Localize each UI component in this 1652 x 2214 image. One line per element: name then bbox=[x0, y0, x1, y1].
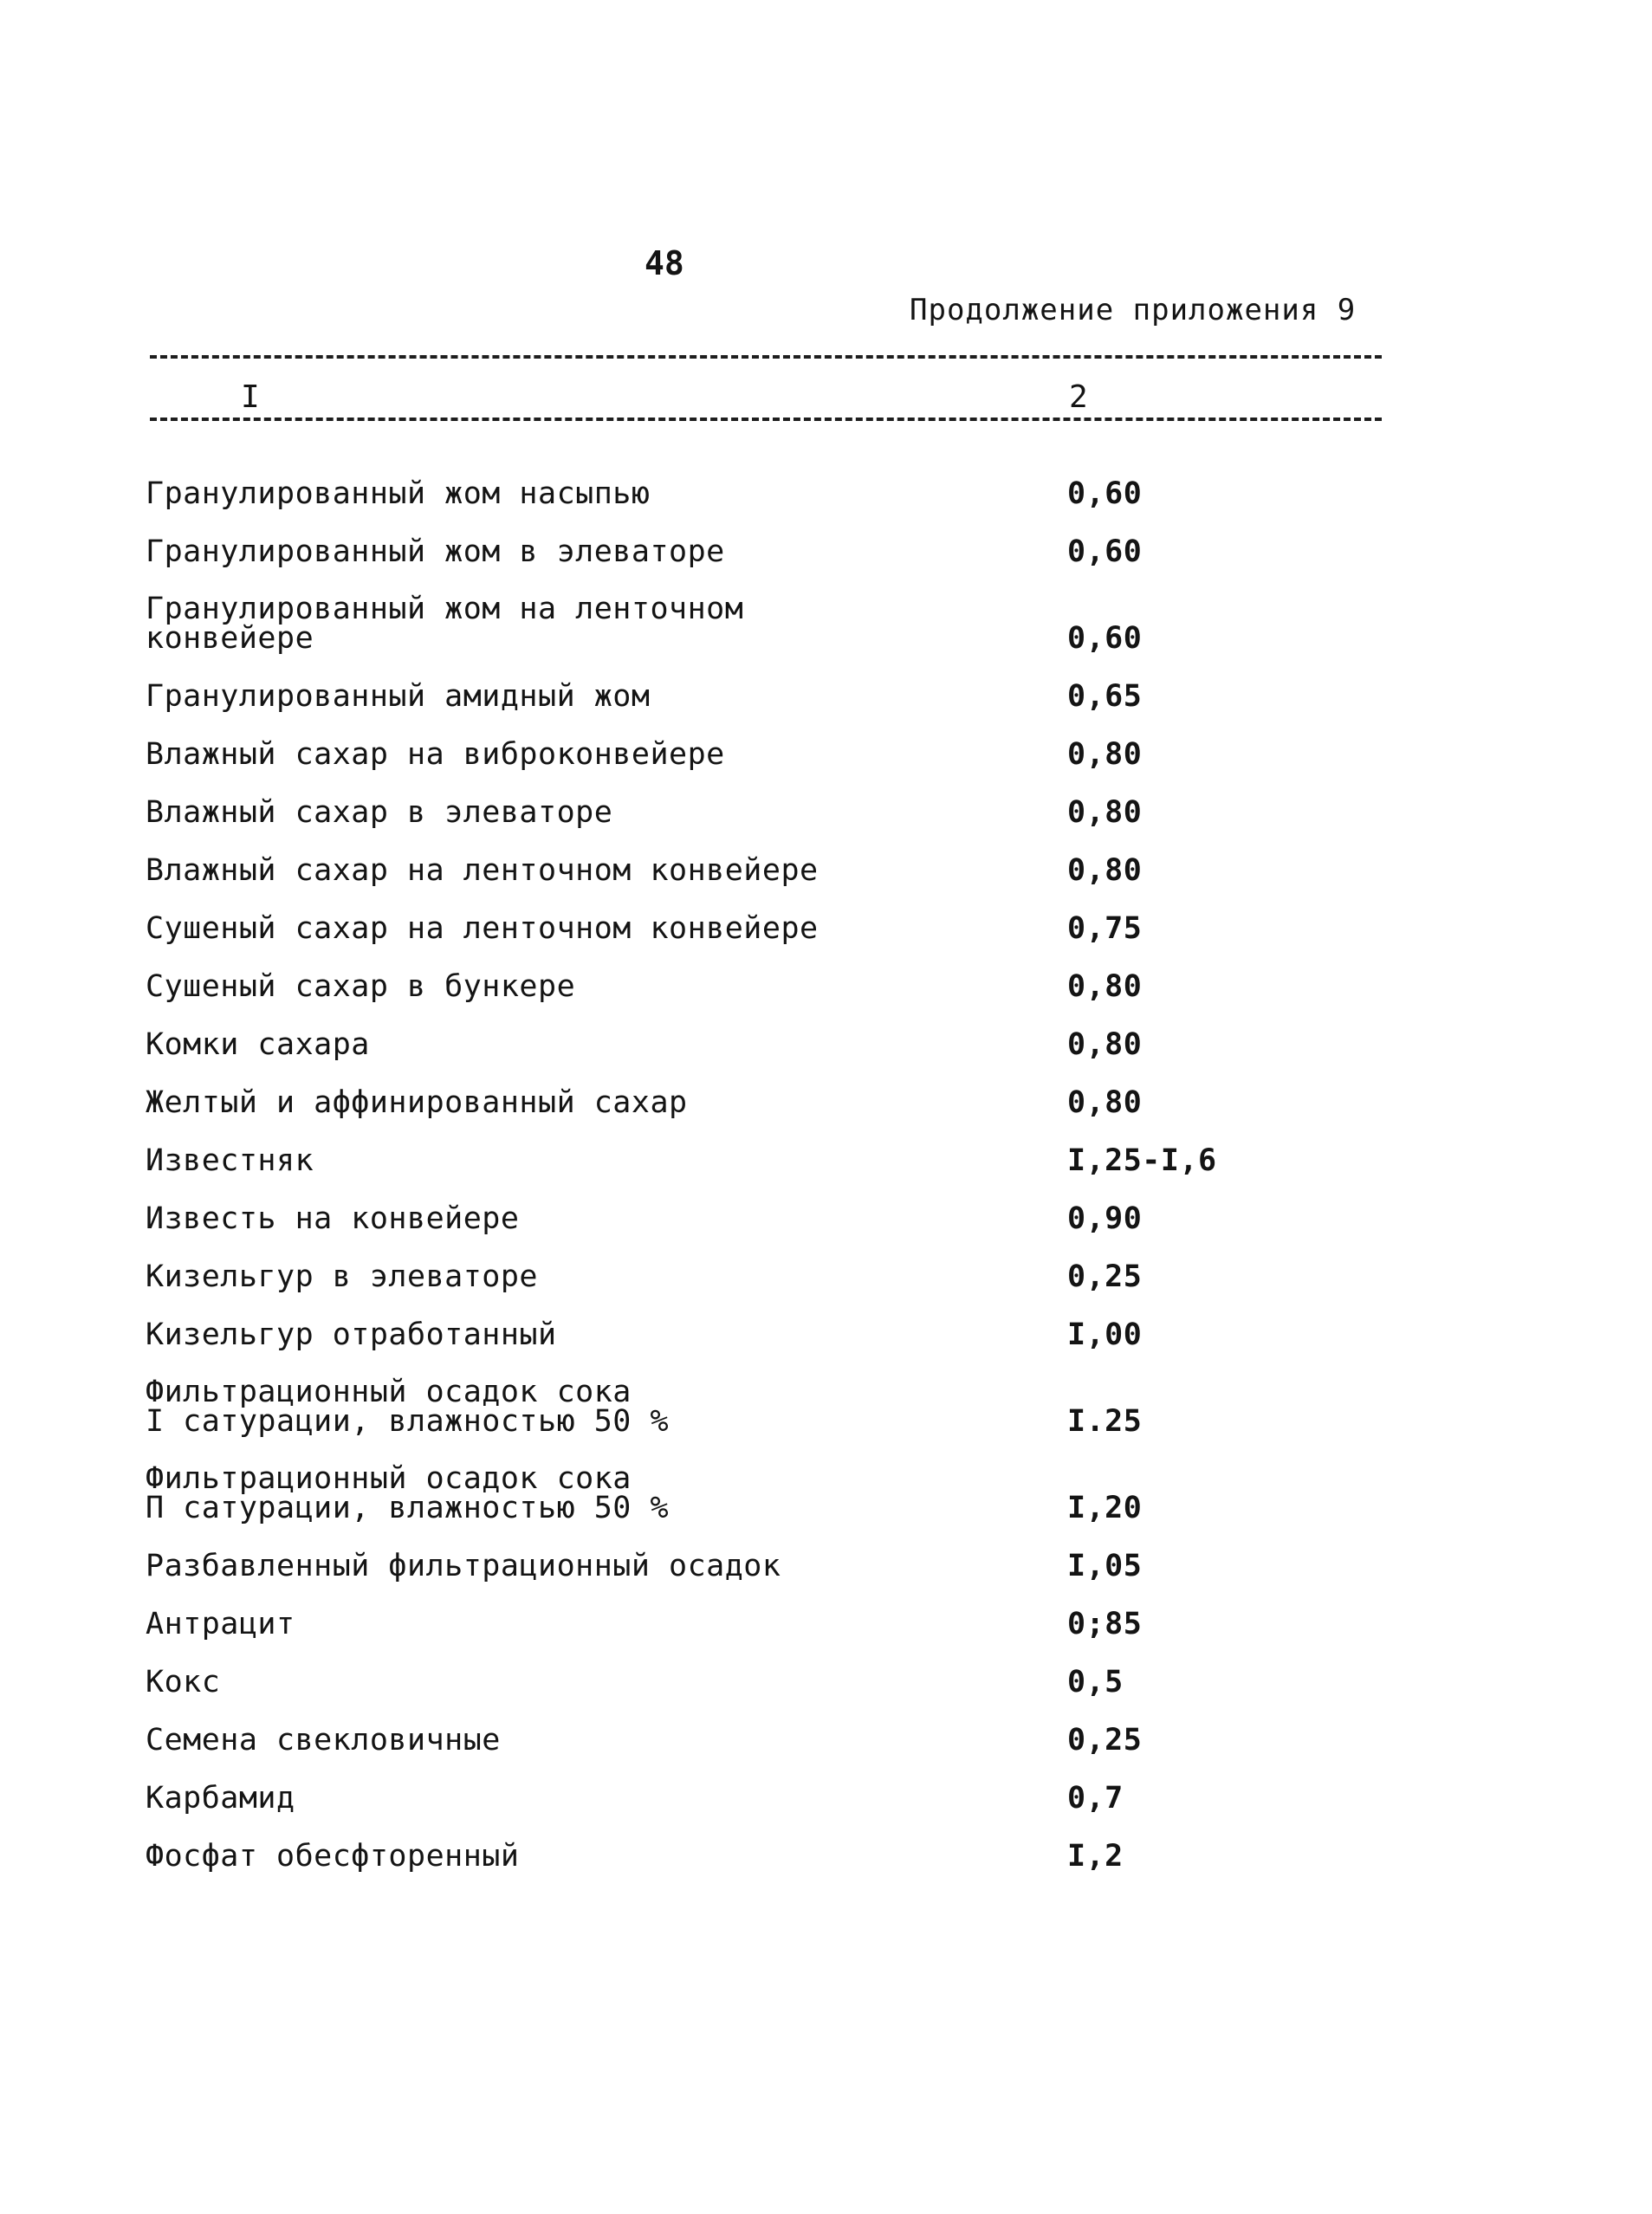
table-row bbox=[146, 653, 1393, 714]
row-name: Сушеный сахар в бункере bbox=[146, 969, 576, 1004]
table-row bbox=[146, 1813, 1393, 1874]
row-name: Влажный сахар на ленточном конвейере bbox=[146, 853, 819, 888]
row-value: 0,80 bbox=[1067, 737, 1143, 772]
row-value: I,00 bbox=[1067, 1317, 1143, 1352]
row-value: I.25 bbox=[1067, 1404, 1143, 1439]
table-row bbox=[146, 1755, 1393, 1816]
row-name: Фильтрационный осадок сока П сатурации, влажностью 50 % bbox=[146, 1461, 670, 1525]
row-value: I,05 bbox=[1067, 1549, 1143, 1583]
row-name: Карбамид bbox=[146, 1781, 295, 1816]
row-value: 0,65 bbox=[1067, 679, 1143, 714]
row-name: Кизельгур в элеваторе bbox=[146, 1259, 539, 1294]
row-name: Желтый и аффинированный сахар bbox=[146, 1085, 688, 1120]
row-name: Разбавленный фильтрационный осадок bbox=[146, 1549, 781, 1583]
table-row bbox=[146, 943, 1393, 1004]
row-value: 0,60 bbox=[1067, 621, 1143, 656]
row-value: 0,80 bbox=[1067, 1085, 1143, 1120]
table-row bbox=[146, 1117, 1393, 1178]
continuation-label: Продолжение приложения 9 bbox=[910, 293, 1357, 327]
row-name: Фосфат обесфторенный bbox=[146, 1839, 520, 1874]
page-number: 48 bbox=[645, 244, 684, 282]
row-name: Антрацит bbox=[146, 1607, 295, 1641]
row-name: Гранулированный амидный жом bbox=[146, 679, 651, 714]
table-row bbox=[146, 827, 1393, 888]
table-header-rule bbox=[150, 418, 1382, 421]
table-row bbox=[146, 1697, 1393, 1758]
row-name: Комки сахара bbox=[146, 1027, 370, 1062]
row-name: Кокс bbox=[146, 1665, 221, 1699]
row-value: 0,60 bbox=[1067, 534, 1143, 569]
table-row bbox=[146, 508, 1393, 569]
row-value: I,20 bbox=[1067, 1491, 1143, 1525]
table-row bbox=[146, 1639, 1393, 1697]
table-row bbox=[146, 1001, 1393, 1062]
row-value: 0,80 bbox=[1067, 853, 1143, 888]
row-value: I,25-I,6 bbox=[1067, 1143, 1217, 1178]
table-row bbox=[146, 1292, 1393, 1350]
table-body bbox=[146, 450, 1393, 1874]
table-row bbox=[146, 885, 1393, 946]
table-row bbox=[146, 1233, 1393, 1292]
row-name: Гранулированный жом в элеваторе bbox=[146, 534, 725, 569]
row-value: I,2 bbox=[1067, 1839, 1124, 1874]
table-row bbox=[146, 1436, 1393, 1523]
table-row bbox=[146, 1350, 1393, 1439]
row-name: Влажный сахар в элеваторе bbox=[146, 795, 613, 830]
row-value: 0,90 bbox=[1067, 1201, 1143, 1236]
row-value: 0,25 bbox=[1067, 1259, 1143, 1294]
row-value: 0,5 bbox=[1067, 1665, 1124, 1699]
table-row bbox=[146, 1175, 1393, 1236]
row-name: Семена свекловичные bbox=[146, 1723, 501, 1758]
row-name: Известь на конвейере bbox=[146, 1201, 520, 1236]
column-header-1: I bbox=[241, 379, 260, 415]
row-name: Сушеный сахар на ленточном конвейере bbox=[146, 911, 819, 946]
table-row bbox=[146, 1523, 1393, 1581]
row-value: 0,75 bbox=[1067, 911, 1143, 946]
row-name: Гранулированный жом насыпью bbox=[146, 476, 651, 511]
table-row bbox=[146, 1059, 1393, 1120]
row-value: 0,7 bbox=[1067, 1781, 1124, 1816]
table-top-rule bbox=[150, 355, 1382, 359]
table-row bbox=[146, 566, 1393, 656]
row-value: 0,80 bbox=[1067, 1027, 1143, 1062]
table-row bbox=[146, 711, 1393, 772]
row-value: 0;85 bbox=[1067, 1607, 1143, 1641]
row-name: Известняк bbox=[146, 1143, 314, 1178]
row-name: Влажный сахар на виброконвейере bbox=[146, 737, 725, 772]
row-name: Гранулированный жом на ленточном конвейере bbox=[146, 592, 744, 656]
row-value: 0,25 bbox=[1067, 1723, 1143, 1758]
column-header-2: 2 bbox=[1069, 379, 1088, 415]
row-value: 0,80 bbox=[1067, 795, 1143, 830]
row-name: Кизельгур отработанный bbox=[146, 1317, 557, 1352]
table-row bbox=[146, 450, 1393, 511]
row-value: 0,80 bbox=[1067, 969, 1143, 1004]
table-row bbox=[146, 769, 1393, 830]
row-name: Фильтрационный осадок сока I сатурации, влажностью 50 % bbox=[146, 1375, 670, 1439]
table-row bbox=[146, 1581, 1393, 1639]
row-value: 0,60 bbox=[1067, 476, 1143, 511]
